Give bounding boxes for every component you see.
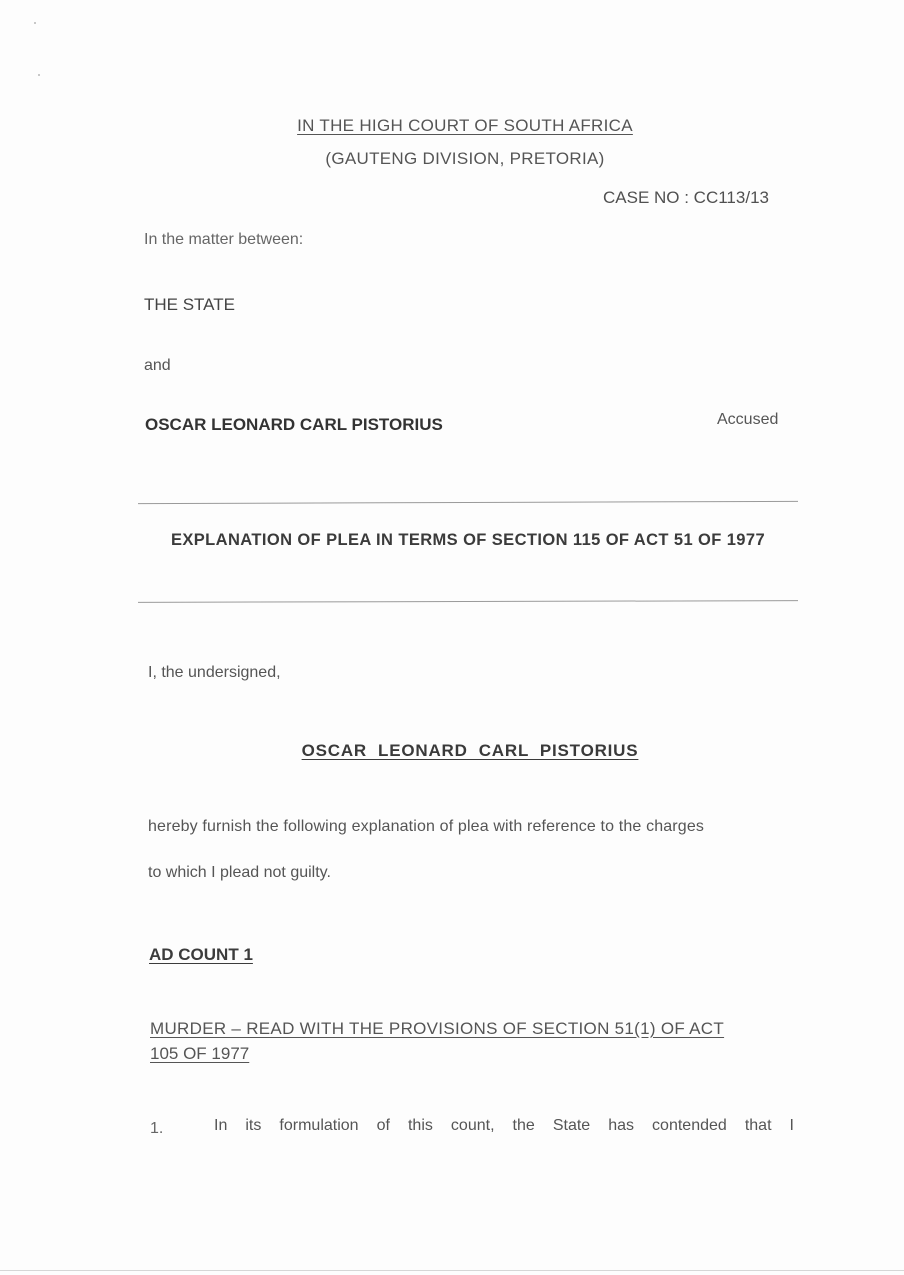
paragraph-number: 1. <box>150 1120 164 1137</box>
divider-top <box>138 501 798 504</box>
scan-artifact <box>34 22 36 24</box>
court-title <box>0 116 904 136</box>
divider-bottom <box>138 600 798 603</box>
undersigned-line: I, the undersigned, <box>148 664 281 681</box>
matter-between: In the matter between: <box>144 231 304 248</box>
and-connector: and <box>144 357 171 374</box>
party-state: THE STATE <box>144 295 235 314</box>
court-title-text: IN THE HIGH COURT OF SOUTH AFRICA <box>297 116 633 135</box>
ad-count-heading: AD COUNT 1 <box>149 945 253 964</box>
paragraph-text: In its formulation of this count, the State has contended that I <box>214 1117 794 1134</box>
accused-label: Accused <box>717 411 779 428</box>
furnish-line-1: hereby furnish the following explanation of plea with reference to the charges <box>148 818 705 835</box>
furnish-line-2: to which I plead not guilty. <box>148 864 331 881</box>
case-number: CASE NO : CC113/13 <box>603 188 769 207</box>
signatory-name-text: OSCAR LEONARD CARL PISTORIUS <box>301 741 639 760</box>
plea-title: EXPLANATION OF PLEA IN TERMS OF SECTION 115 OF ACT 51 OF 1977 <box>170 531 766 549</box>
signatory-name <box>0 741 904 761</box>
count-heading-line-1: MURDER – READ WITH THE PROVISIONS OF SECTION 51(1) OF ACT <box>150 1019 725 1038</box>
page-bottom-edge <box>0 1270 904 1271</box>
scan-artifact <box>38 74 40 76</box>
court-division: (GAUTENG DIVISION, PRETORIA) <box>325 149 605 168</box>
count-heading-line-2: 105 OF 1977 <box>150 1044 250 1063</box>
accused-name: OSCAR LEONARD CARL PISTORIUS <box>145 415 443 434</box>
